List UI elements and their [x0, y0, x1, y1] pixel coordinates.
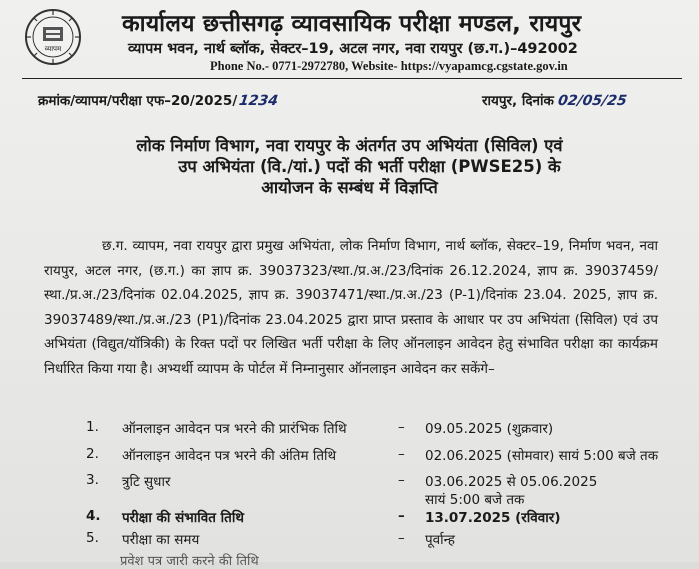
schedule-value: 09.05.2025 (शुक्रवार) — [425, 421, 554, 437]
subject-line-3: आयोजन के सम्बंध में विज्ञप्ति — [261, 178, 438, 197]
schedule-dash: – — [398, 508, 405, 524]
schedule-label: ऑनलाइन आवेदन पत्र भरने की अंतिम तिथि — [122, 448, 337, 464]
schedule-row — [0, 508, 699, 530]
organization-contact: Phone No.- 0771-2972780, Website- https://vyapamcg.cgstate.gov.in — [210, 59, 568, 73]
vyapam-logo-icon — [24, 8, 82, 66]
schedule-row — [0, 419, 699, 441]
date-label: रायपुर, दिनांक — [482, 93, 554, 109]
notice-body-paragraph: छ.ग. व्यापम, नवा रायपुर द्वारा प्रमुख अभियंता, लोक निर्माण विभाग, नार्थ ब्लॉक, सेक्टर–19, निर्माण भवन, नवा रायपुर, अटल नगर, (छ.ग.) का ज्ञाप क्र. 39037323/स्था./प्र.अ./23/दिनांक 26.12.2024, ज्ञाप क्र. 39037459/स्था./प्र.अ./23/दिनांक 02.04.2025, ज्ञाप क्र. 39037471/स्था./प्र.अ./23 (P-1)/दिनांक 23.04. 2025, ज्ञाप क्र. 39037489/स्था./प्र.अ./23 (P1)/दिनांक 23.04.2025 द्वारा प्राप्त प्रस्ताव के आधार पर उप अभियंता (सिविल) एवं उप अभियंता (विद्युत/यॉत्रिकी) के रिक्त पदों पर लिखित भर्ती परीक्षा के लिए ऑनलाइन आवेदन हेतु संभावित परीक्षा का कार्यक्रम निर्धारित किया गया है। अभ्यर्थी व्यापम के पोर्टल में निम्नानुसार ऑनलाइन आवेदन कर सकेंगे– — [44, 238, 658, 377]
schedule-number: 1. — [86, 419, 99, 435]
schedule-dash: – — [398, 419, 405, 435]
schedule-value: 02.06.2025 (सोमवार) सायं 5:00 बजे तक — [425, 448, 659, 464]
header-divider — [22, 78, 682, 79]
schedule-number: 2. — [86, 446, 99, 462]
schedule-number: 5. — [86, 530, 99, 546]
schedule-number: 4. — [86, 508, 101, 524]
schedule-row — [0, 446, 699, 468]
schedule-value-continued: सायं 5:00 बजे तक — [425, 492, 525, 508]
schedule-value: 13.07.2025 (रविवार) — [425, 510, 561, 526]
subject-line-1: लोक निर्माण विभाग, नवा रायपुर के अंतर्गत उप अभियंता (सिविल) एवं — [136, 136, 563, 155]
reference-date — [482, 91, 627, 109]
schedule-label: ऑनलाइन आवेदन पत्र भरने की प्रारंभिक तिथि — [122, 421, 347, 437]
notice-subject — [0, 135, 699, 198]
subject-line-2: उप अभियंता (वि./यां.) पदों की भर्ती परीक्षा (PWSE25) के — [178, 157, 561, 176]
schedule-label: परीक्षा की संभावित तिथि — [122, 510, 244, 526]
schedule-label: परीक्षा का समय — [122, 532, 200, 548]
organization-title: कार्यालय छत्तीसगढ़ व्यावसायिक परीक्षा मण्डल, रायपुर — [122, 11, 582, 37]
schedule-row — [0, 530, 699, 552]
schedule-label: त्रुटि सुधार — [122, 474, 171, 490]
schedule-value: 03.06.2025 से 05.06.2025 — [425, 474, 598, 490]
schedule-dash: – — [398, 530, 405, 546]
logo-text: व्यापम — [44, 45, 62, 53]
schedule-number: 3. — [86, 472, 99, 488]
schedule-value: पूर्वान्ह — [425, 532, 455, 548]
date-handwritten: 02/05/25 — [556, 93, 628, 109]
cut-off-text: प्रवेश पत्र जारी करने की तिथि — [120, 554, 259, 569]
schedule-dash: – — [398, 472, 405, 488]
reference-number — [38, 91, 278, 109]
organization-address: व्यापम भवन, नार्थ ब्लॉक, सेक्टर–19, अटल नगर, नवा रायपुर (छ.ग.)–492002 — [128, 41, 578, 57]
reference-handwritten-number: 1234 — [238, 93, 280, 109]
schedule-row — [0, 472, 699, 512]
reference-prefix: क्रमांक/व्यापम/परीक्षा एफ–20/2025/ — [38, 93, 238, 109]
schedule-dash: – — [398, 446, 405, 462]
